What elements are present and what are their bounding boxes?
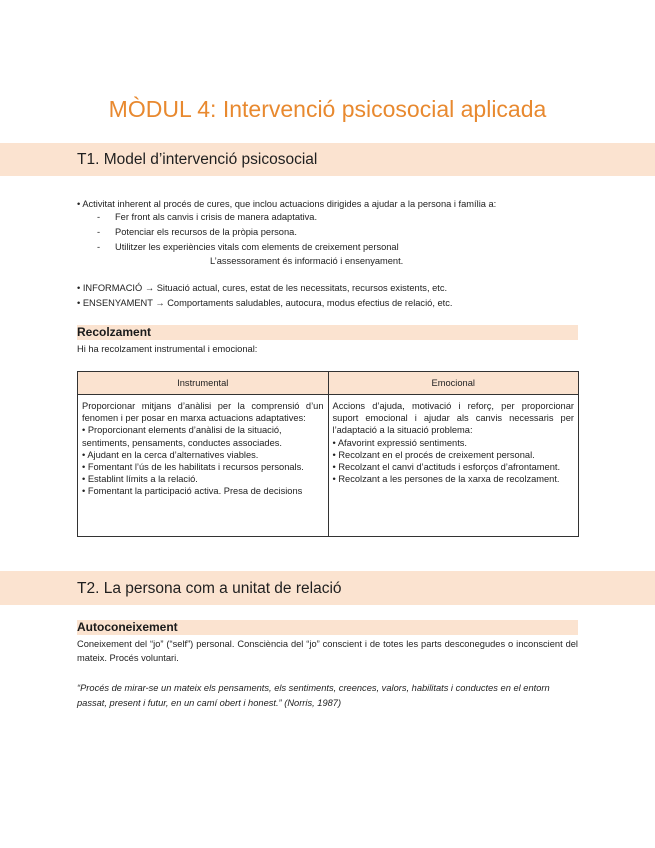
section-band-t1 <box>0 143 655 176</box>
dash-item: - Potenciar els recursos de la pròpia persona. <box>97 227 297 237</box>
dash-item: - Utilitzer les experiències vitals com elements de creixement personal <box>97 242 399 252</box>
list-item: • Establint límits a la relació. <box>82 474 198 485</box>
list-item: • Recolzant el canvi d’actituds i esforços d’afrontament. <box>332 462 561 473</box>
t1-intro: • Activitat inherent al procés de cures, que inclou actuacions dirigides a ajudar a la persona i família a: <box>77 199 497 209</box>
subheading-recolzament: Recolzament <box>77 325 152 339</box>
subheading-band-recolzament <box>77 325 578 340</box>
recolzament-text: Hi ha recolzament instrumental i emocional: <box>77 344 258 354</box>
subheading-band-autoconeixement <box>77 620 578 635</box>
table-header-emocional: Emocional <box>328 372 579 395</box>
section-heading-t2: T2. La persona com a unitat de relació <box>77 580 342 597</box>
list-item: • Afavorint expressió sentiments. <box>332 437 468 448</box>
dash-item: - Fer front als canvis i crisis de manera adaptativa. <box>97 212 318 222</box>
centered-note: L’assessorament és informació i ensenyament. <box>210 256 404 266</box>
subheading-autoconeixement: Autoconeixement <box>77 620 178 634</box>
emocional-lead: Accions d’ajuda, motivació i reforç, per proporcionar suport emocional i ajudar als canvis necessaris per l’adaptació a la situació problema: <box>332 401 574 436</box>
bullet-informacio: • INFORMACIÓ → Situació actual, cures, estat de les necessitats, recursos existents, etc. <box>77 283 448 293</box>
list-item: • Recolzant a les persones de la xarxa de recolzament. <box>332 474 560 485</box>
list-item: • Fomentant la participació activa. Presa de decisions <box>82 486 303 497</box>
list-item: • Ajudant en la cerca d’alternatives viables. <box>82 449 259 460</box>
bullet-ensenyament: • ENSENYAMENT → Comportaments saludables, autocura, modus efectius de relació, etc. <box>77 298 453 308</box>
instrumental-lead: Proporcionar mitjans d’anàlisi per la comprensió d’un fenomen i per posar en marxa actuacions adaptatives: <box>82 401 324 424</box>
norris-quote: “Procés de mirar-se un mateix els pensaments, els sentiments, creences, valors, habilitats i conductes en el entorn passat, present i futur, en un camí obert i honest.” (Norris, 1987) <box>77 683 550 708</box>
autoconeixement-text: Coneixement del “jo” (“self”) personal. Consciència del “jo” conscient i de totes les parts desconegudes o inconscient del mateix. Procés voluntari. <box>77 639 578 663</box>
page-title: MÒDUL 4: Intervenció psicosocial aplicada <box>108 96 547 122</box>
section-band-t2 <box>0 571 655 605</box>
list-item: • Fomentant l’ús de les habilitats i recursos personals. <box>82 462 304 473</box>
section-heading-t1: T1. Model d’intervenció psicosocial <box>77 151 318 168</box>
table-cell-emocional <box>328 395 579 537</box>
list-item: • Proporcionant elements d’anàlisi de la situació, sentiments, pensaments, conductes associades. <box>82 425 282 448</box>
table-cell-instrumental <box>78 395 329 537</box>
table-header-instrumental: Instrumental <box>78 372 329 395</box>
list-item: • Recolzant en el procés de creixement personal. <box>332 449 535 460</box>
recolzament-table <box>77 371 579 537</box>
